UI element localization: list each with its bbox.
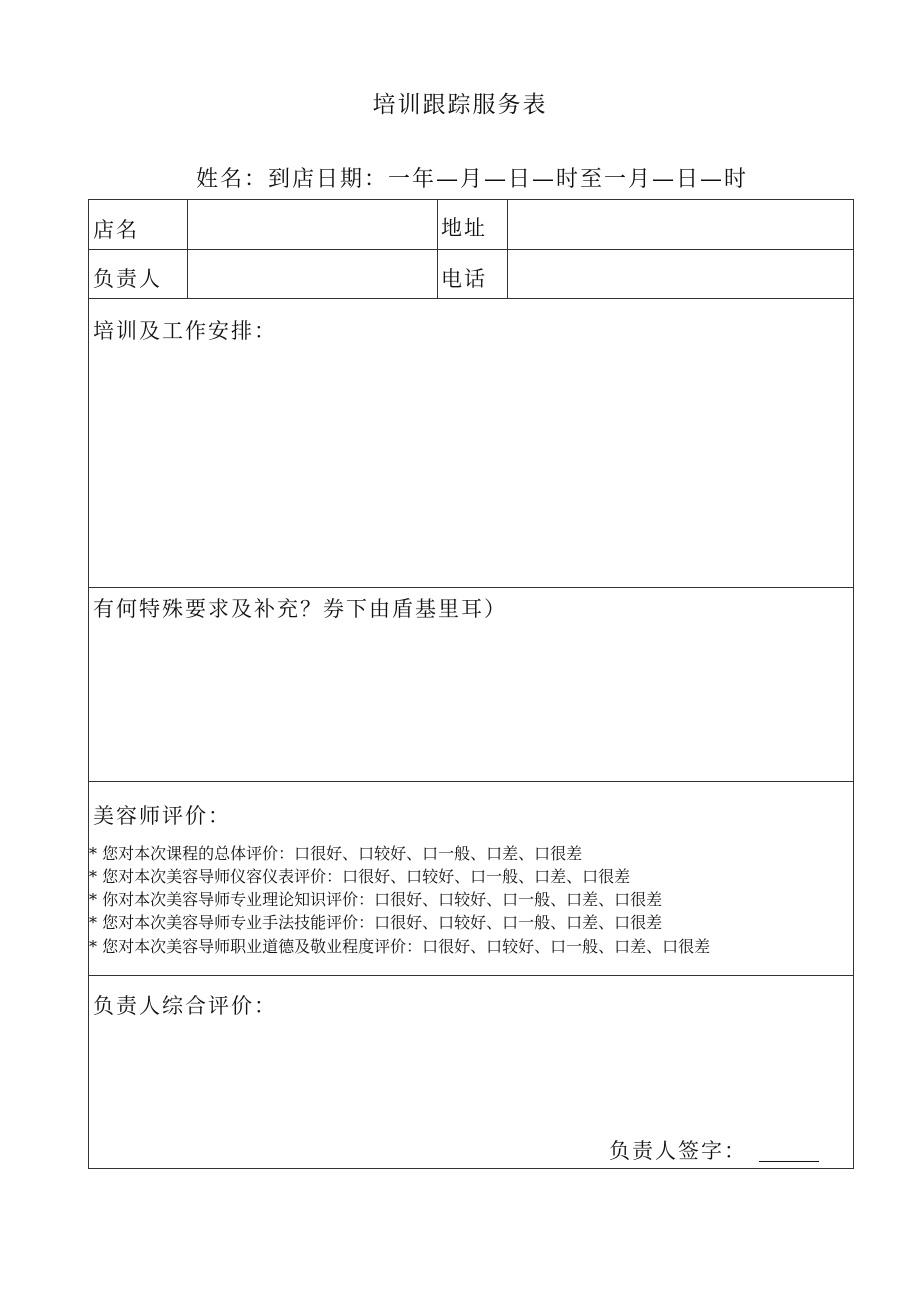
training-arrangement-label: 培训及工作安排： bbox=[93, 319, 277, 343]
evaluation-item-theory[interactable]: * 你对本次美容导师专业理论知识评价：口很好、口较好、口一般、口差、口很差 bbox=[89, 890, 663, 909]
evaluation-item-appearance[interactable]: * 您对本次美容导师仪容仪表评价：口很好、口较好、口一般、口差、口很差 bbox=[89, 867, 631, 886]
phone-label: 电话 bbox=[441, 267, 487, 291]
evaluation-item-technique[interactable]: * 您对本次美容导师专业手法技能评价：口很好、口较好、口一般、口差、口很差 bbox=[89, 913, 663, 932]
training-arrangement-area[interactable] bbox=[89, 345, 854, 585]
overall-evaluation-label: 负责人综合评价： bbox=[93, 994, 277, 1018]
store-name-field[interactable] bbox=[188, 200, 437, 249]
phone-field[interactable] bbox=[508, 250, 854, 298]
manager-label: 负责人 bbox=[93, 267, 162, 291]
special-requirements-area[interactable] bbox=[89, 625, 854, 779]
page-title: 培训跟踪服务表 bbox=[372, 92, 548, 118]
evaluation-item-course[interactable]: * 您对本次课程的总体评价：口很好、口较好、口一般、口差、口很差 bbox=[89, 844, 583, 863]
address-label: 地址 bbox=[441, 216, 487, 240]
section-divider bbox=[89, 587, 853, 588]
row-divider bbox=[89, 298, 853, 299]
store-name-label: 店名 bbox=[93, 218, 139, 242]
signature-label: 负责人签字： bbox=[609, 1139, 747, 1163]
column-divider bbox=[437, 200, 438, 298]
manager-field[interactable] bbox=[188, 250, 437, 298]
overall-evaluation-area[interactable] bbox=[89, 1022, 854, 1127]
special-requirements-label: 有何特殊要求及补充？券下由盾基里耳） bbox=[93, 597, 507, 621]
visit-info-line: 姓名：到店日期：一年—月—日—时至一月—日—时 bbox=[195, 167, 748, 192]
evaluation-item-ethics[interactable]: * 您对本次美容导师职业道德及敬业程度评价：口很好、口较好、口一般、口差、口很差 bbox=[89, 937, 711, 956]
signature-row bbox=[609, 1135, 819, 1165]
evaluation-label: 美容师评价： bbox=[93, 804, 231, 828]
section-divider bbox=[89, 781, 853, 782]
signature-field[interactable] bbox=[759, 1160, 819, 1162]
address-field[interactable] bbox=[508, 200, 854, 249]
section-divider bbox=[89, 975, 853, 976]
training-form bbox=[88, 199, 854, 1169]
